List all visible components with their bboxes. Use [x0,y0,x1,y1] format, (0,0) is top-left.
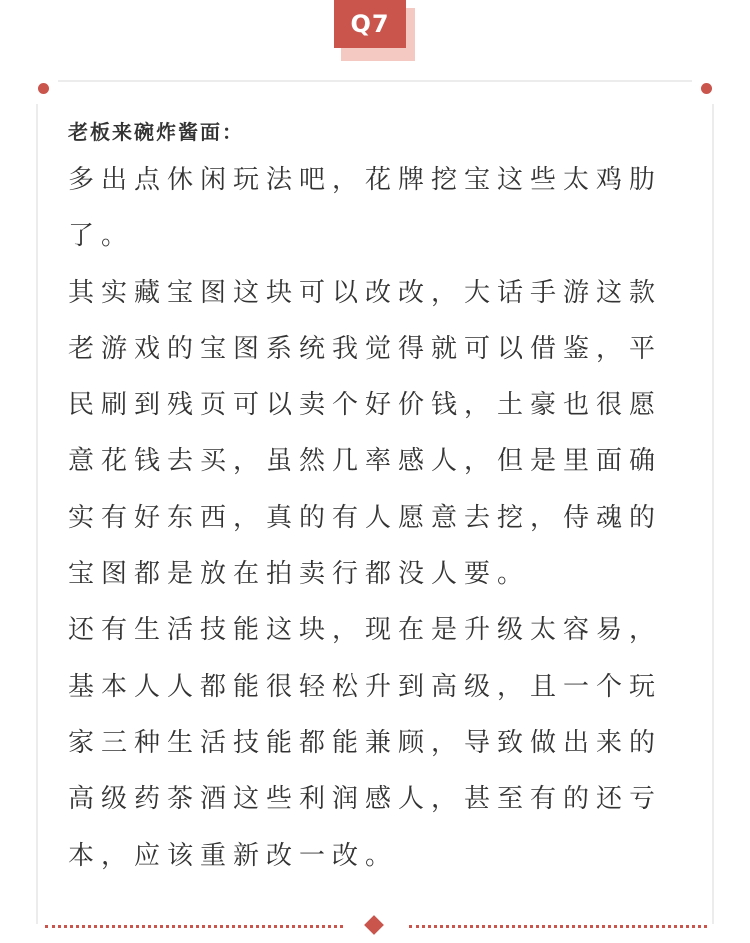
text-line: 本，应该重新改一改。 [68,840,399,871]
text-line: 还有生活技能这块，现在是升级太容易， [68,615,663,646]
text-line: 老游戏的宝图系统我觉得就可以借鉴，平 [68,333,663,364]
question-badge: Q7 [334,0,406,48]
text-line: 民刷到残页可以卖个好价钱，土豪也很愿 [68,390,663,421]
frame-dot-left [38,83,49,94]
frame-dot-right [701,83,712,94]
text-line: 意花钱去买，虽然几率感人，但是里面确 [68,446,663,477]
frame-left-line [36,104,38,924]
text-line: 高级药茶酒这些利润感人，甚至有的还亏 [68,784,663,815]
text-line: 基本人人都能很轻松升到高级，且一个玩 [68,671,663,702]
footer-divider-left [45,925,343,928]
post-author-heading: 老板来碗炸酱面： [68,120,244,144]
text-line: 家三种生活技能都能兼顾，导致做出来的 [68,727,663,758]
text-line: 宝图都是放在拍卖行都没人要。 [68,559,531,590]
footer-divider-right [409,925,707,928]
diamond-icon [364,915,384,935]
text-line: 其实藏宝图这块可以改改，大话手游这款 [68,277,663,308]
text-line: 多出点休闲玩法吧，花牌挖宝这些太鸡肋 [68,165,663,195]
frame-right-line [712,104,714,924]
text-line: 了。 [68,221,135,252]
frame-top-line [58,80,692,82]
post-content [68,112,688,884]
text-line: 实有好东西，真的有人愿意去挖，侍魂的 [68,502,663,533]
